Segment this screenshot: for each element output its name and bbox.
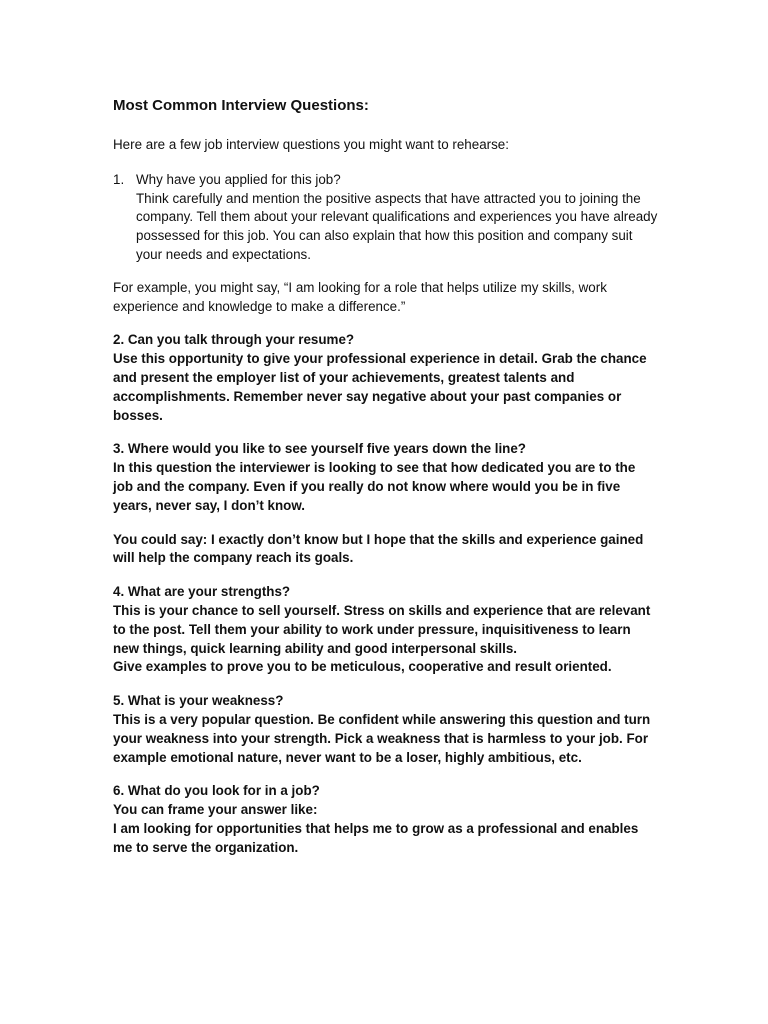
question-3-example-block: [113, 531, 658, 569]
question-1: [113, 171, 658, 265]
question-3-answer: In this question the interviewer is looking to see that how dedicated you are to the job and the company. Even if you really do not know where would you be in five years, never say, I don’t know.: [113, 460, 636, 513]
question-3-example: You could say: I exactly don’t know but I hope that the skills and experience gained will help the company reach its goals.: [113, 531, 644, 566]
question-4-title: 4. What are your strengths?: [113, 584, 291, 600]
question-2: [113, 331, 658, 425]
question-5-answer: This is a very popular question. Be confident while answering this question and turn your weakness into your strength. Pick a weakness that is harmless to your job. For example emotional nature, never want to be a loser, highly ambitious, etc.: [113, 711, 651, 765]
question-4: [113, 583, 658, 677]
document-page: [113, 96, 658, 873]
question-6-title: 6. What do you look for in a job?: [113, 783, 320, 799]
question-4-answer: This is your chance to sell yourself. Stress on skills and experience that are relevant to the post. Tell them your ability to work under pressure, inquisitiveness to learn new things, quick learning ability and good interpersonal skills.: [113, 602, 651, 656]
question-1-number: 1.: [113, 171, 125, 187]
document-title: Most Common Interview Questions:: [113, 97, 369, 114]
question-1-example: For example, you might say, “I am looking for a role that helps utilize my skills, work experience and knowledge to make a difference.”: [113, 279, 607, 314]
question-6-answer: I am looking for opportunities that helps me to grow as a professional and enables me to serve the organization.: [113, 820, 639, 855]
question-3: [113, 440, 658, 515]
question-2-answer: Use this opportunity to give your professional experience in detail. Grab the chance and present the employer list of your achievements, greatest talents and accomplishments. Remember never say negative about your past companies or bosses.: [113, 351, 647, 423]
question-3-title: 3. Where would you like to see yourself five years down the line?: [113, 441, 526, 457]
question-4-extra: Give examples to prove you to be meticulous, cooperative and result oriented.: [113, 659, 612, 675]
intro-text: Here are a few job interview questions you might want to rehearse:: [113, 137, 509, 152]
question-1-title: Why have you applied for this job?: [136, 171, 341, 187]
question-5-title: 5. What is your weakness?: [113, 693, 284, 709]
question-1-answer: Think carefully and mention the positive aspects that have attracted you to joining the company. Tell them about your relevant qualifications and experiences you have already possessed for this job. You can also explain that how this position and company suit your needs and expectations.: [136, 190, 658, 262]
question-2-title: 2. Can you talk through your resume?: [113, 332, 355, 348]
question-1-body: [136, 171, 658, 265]
question-6: [113, 782, 658, 857]
question-6-lead: You can frame your answer like:: [113, 802, 318, 818]
question-5: [113, 692, 658, 767]
